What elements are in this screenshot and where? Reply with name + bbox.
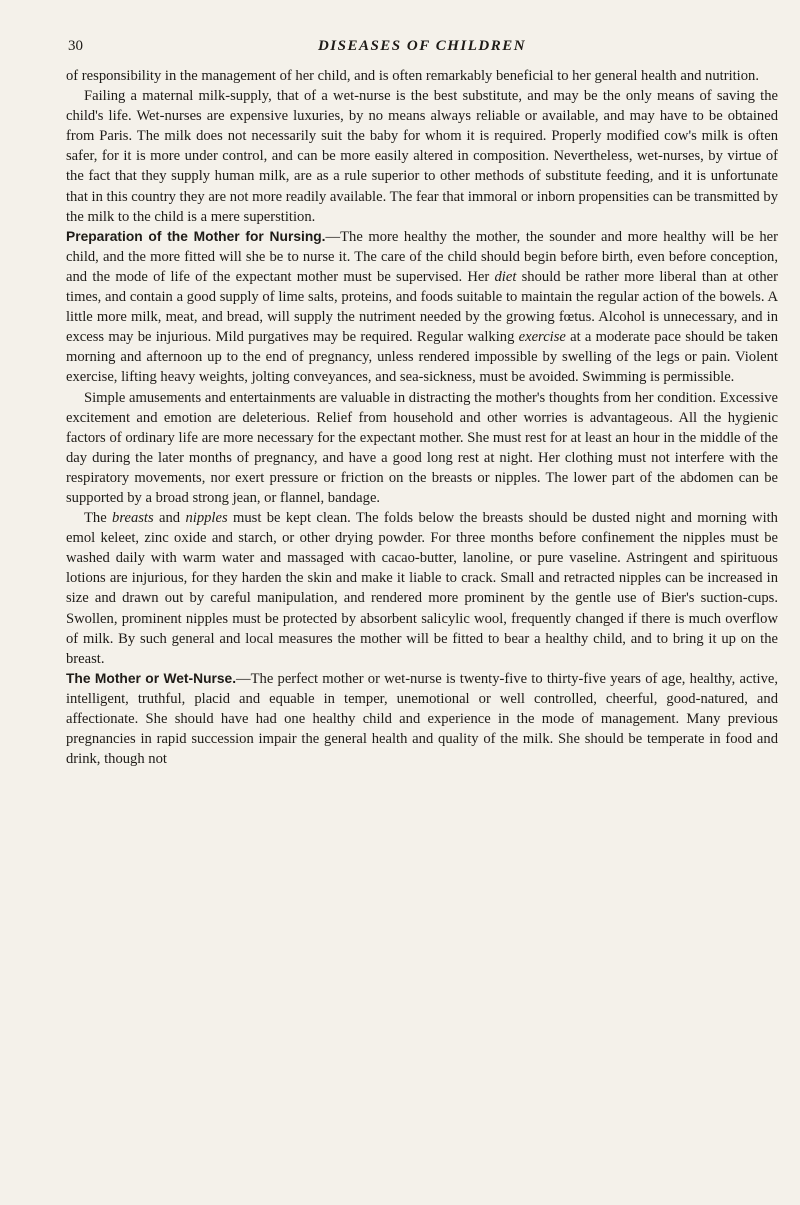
body-text (66, 66, 778, 769)
emphasis-diet: diet (494, 268, 517, 285)
page-number: 30 (68, 38, 83, 54)
paragraph-text: The (84, 510, 113, 527)
paragraph-preparation-of-mother (66, 227, 778, 388)
section-heading-wet-nurse: The Mother or Wet-Nurse. (66, 670, 237, 686)
running-head (66, 34, 778, 60)
paragraph-text: —The perfect mother or wet-nurse is twenty-five to thirty-five years of age, healthy, active, intelligent, truthful, placid and equable in temper, unemotional or well controlled, cheerful, good-natured, and affectionate. She should have had one healthy child and experience in the mode of management. Many previous pregnancies in rapid succession impair the general health and quality of the milk. She should be temperate in food and drink, though not (66, 670, 778, 768)
emphasis-breasts: breasts (112, 510, 154, 527)
paragraph-text: must be kept clean. The folds below the breasts should be dusted night and morning with emol keleet, zinc oxide and starch, or other drying powder. For three months before confinement the nipples must be washed daily with warm water and massaged with cacao-butter, lanoline, or pure vaseline. Astringent and spirituous lotions are injurious, for they harden the skin and make it liable to crack. Small and retracted nipples can be increased in size and drawn out by careful manipulation, and rendered more prominent by the gentle use of Bier's suction-cups. Swollen, prominent nipples must be protected by absorbent salicylic wool, frequently changed if there is much overflow of milk. By such general and local measures the mother will be fitted to bear a healthy child, and to bring it up on the breast. (66, 510, 778, 667)
section-heading-preparation: Preparation of the Mother for Nursing. (66, 228, 326, 244)
emphasis-exercise: exercise (518, 329, 566, 346)
paragraph-wet-nurse-substitute: Failing a maternal milk-supply, that of a wet-nurse is the best substitute, and may be the only means of saving the child's life. Wet-nurses are expensive luxuries, by no means always reliable or available, and may have to be obtained from Paris. The milk does not necessarily suit the baby for whom it is required. Properly modified cow's milk is often safer, for it is more under control, and can be more easily altered in composition. Nevertheless, wet-nurses, by virtue of the fact that they supply human milk, are as a rule superior to other methods of substitute feeding, and it is unfortunate that in this country they are not more readily available. The fear that immoral or inborn propensities can be transmitted by the milk to the child is a mere superstition. (66, 88, 778, 225)
paragraph-breasts-nipples (66, 508, 778, 669)
paragraph-continuation: of responsibility in the management of her child, and is often remarkably beneficial to her general health and nutrition. (66, 68, 759, 84)
paragraph-text: and (153, 510, 186, 527)
paragraph-text: should be rather more liberal than at other times, and contain a good supply of lime salts, proteins, and foods suitable to maintain the regular action of the bowels. A little more milk, meat, and bread, will supply the nutriment needed by the growing fœtus. Alcohol is unnecessary, and in excess may be injurious. Mild purgatives may be required. Regular walking (66, 268, 778, 346)
emphasis-nipples: nipples (185, 510, 228, 527)
paragraph-text: at a moderate pace should be taken morning and afternoon up to the end of pregnancy, unless rendered impossible by swelling of the legs or pain. Violent exercise, lifting heavy weights, jolting conveyances, and sea-sickness, must be avoided. Swimming is permissible. (66, 329, 779, 386)
paragraph-text: —The more healthy the mother, the sounder and more healthy will be her child, and the more fitted will she be to nurse it. The care of the child should begin before birth, even before conception, and the mode of life of the expectant mother must be supervised. Her (66, 228, 779, 285)
paragraph-mother-or-wet-nurse (66, 669, 778, 769)
paragraph-amusements: Simple amusements and entertainments are valuable in distracting the mother's thoughts from her condition. Excessive excitement and emotion are deleterious. Relief from household and other worries is advantageous. All the hygienic factors of ordinary life are more necessary for the expectant mother. She must rest for at least an hour in the middle of the day during the later months of pregnancy, and have a good long rest at night. Her clothing must not interfere with the respiratory movements, nor exert pressure or friction on the breasts or nipples. The lower part of the abdomen can be supported by a broad strong jean, or flannel, bandage. (66, 389, 778, 506)
running-title: DISEASES OF CHILDREN (317, 38, 527, 54)
